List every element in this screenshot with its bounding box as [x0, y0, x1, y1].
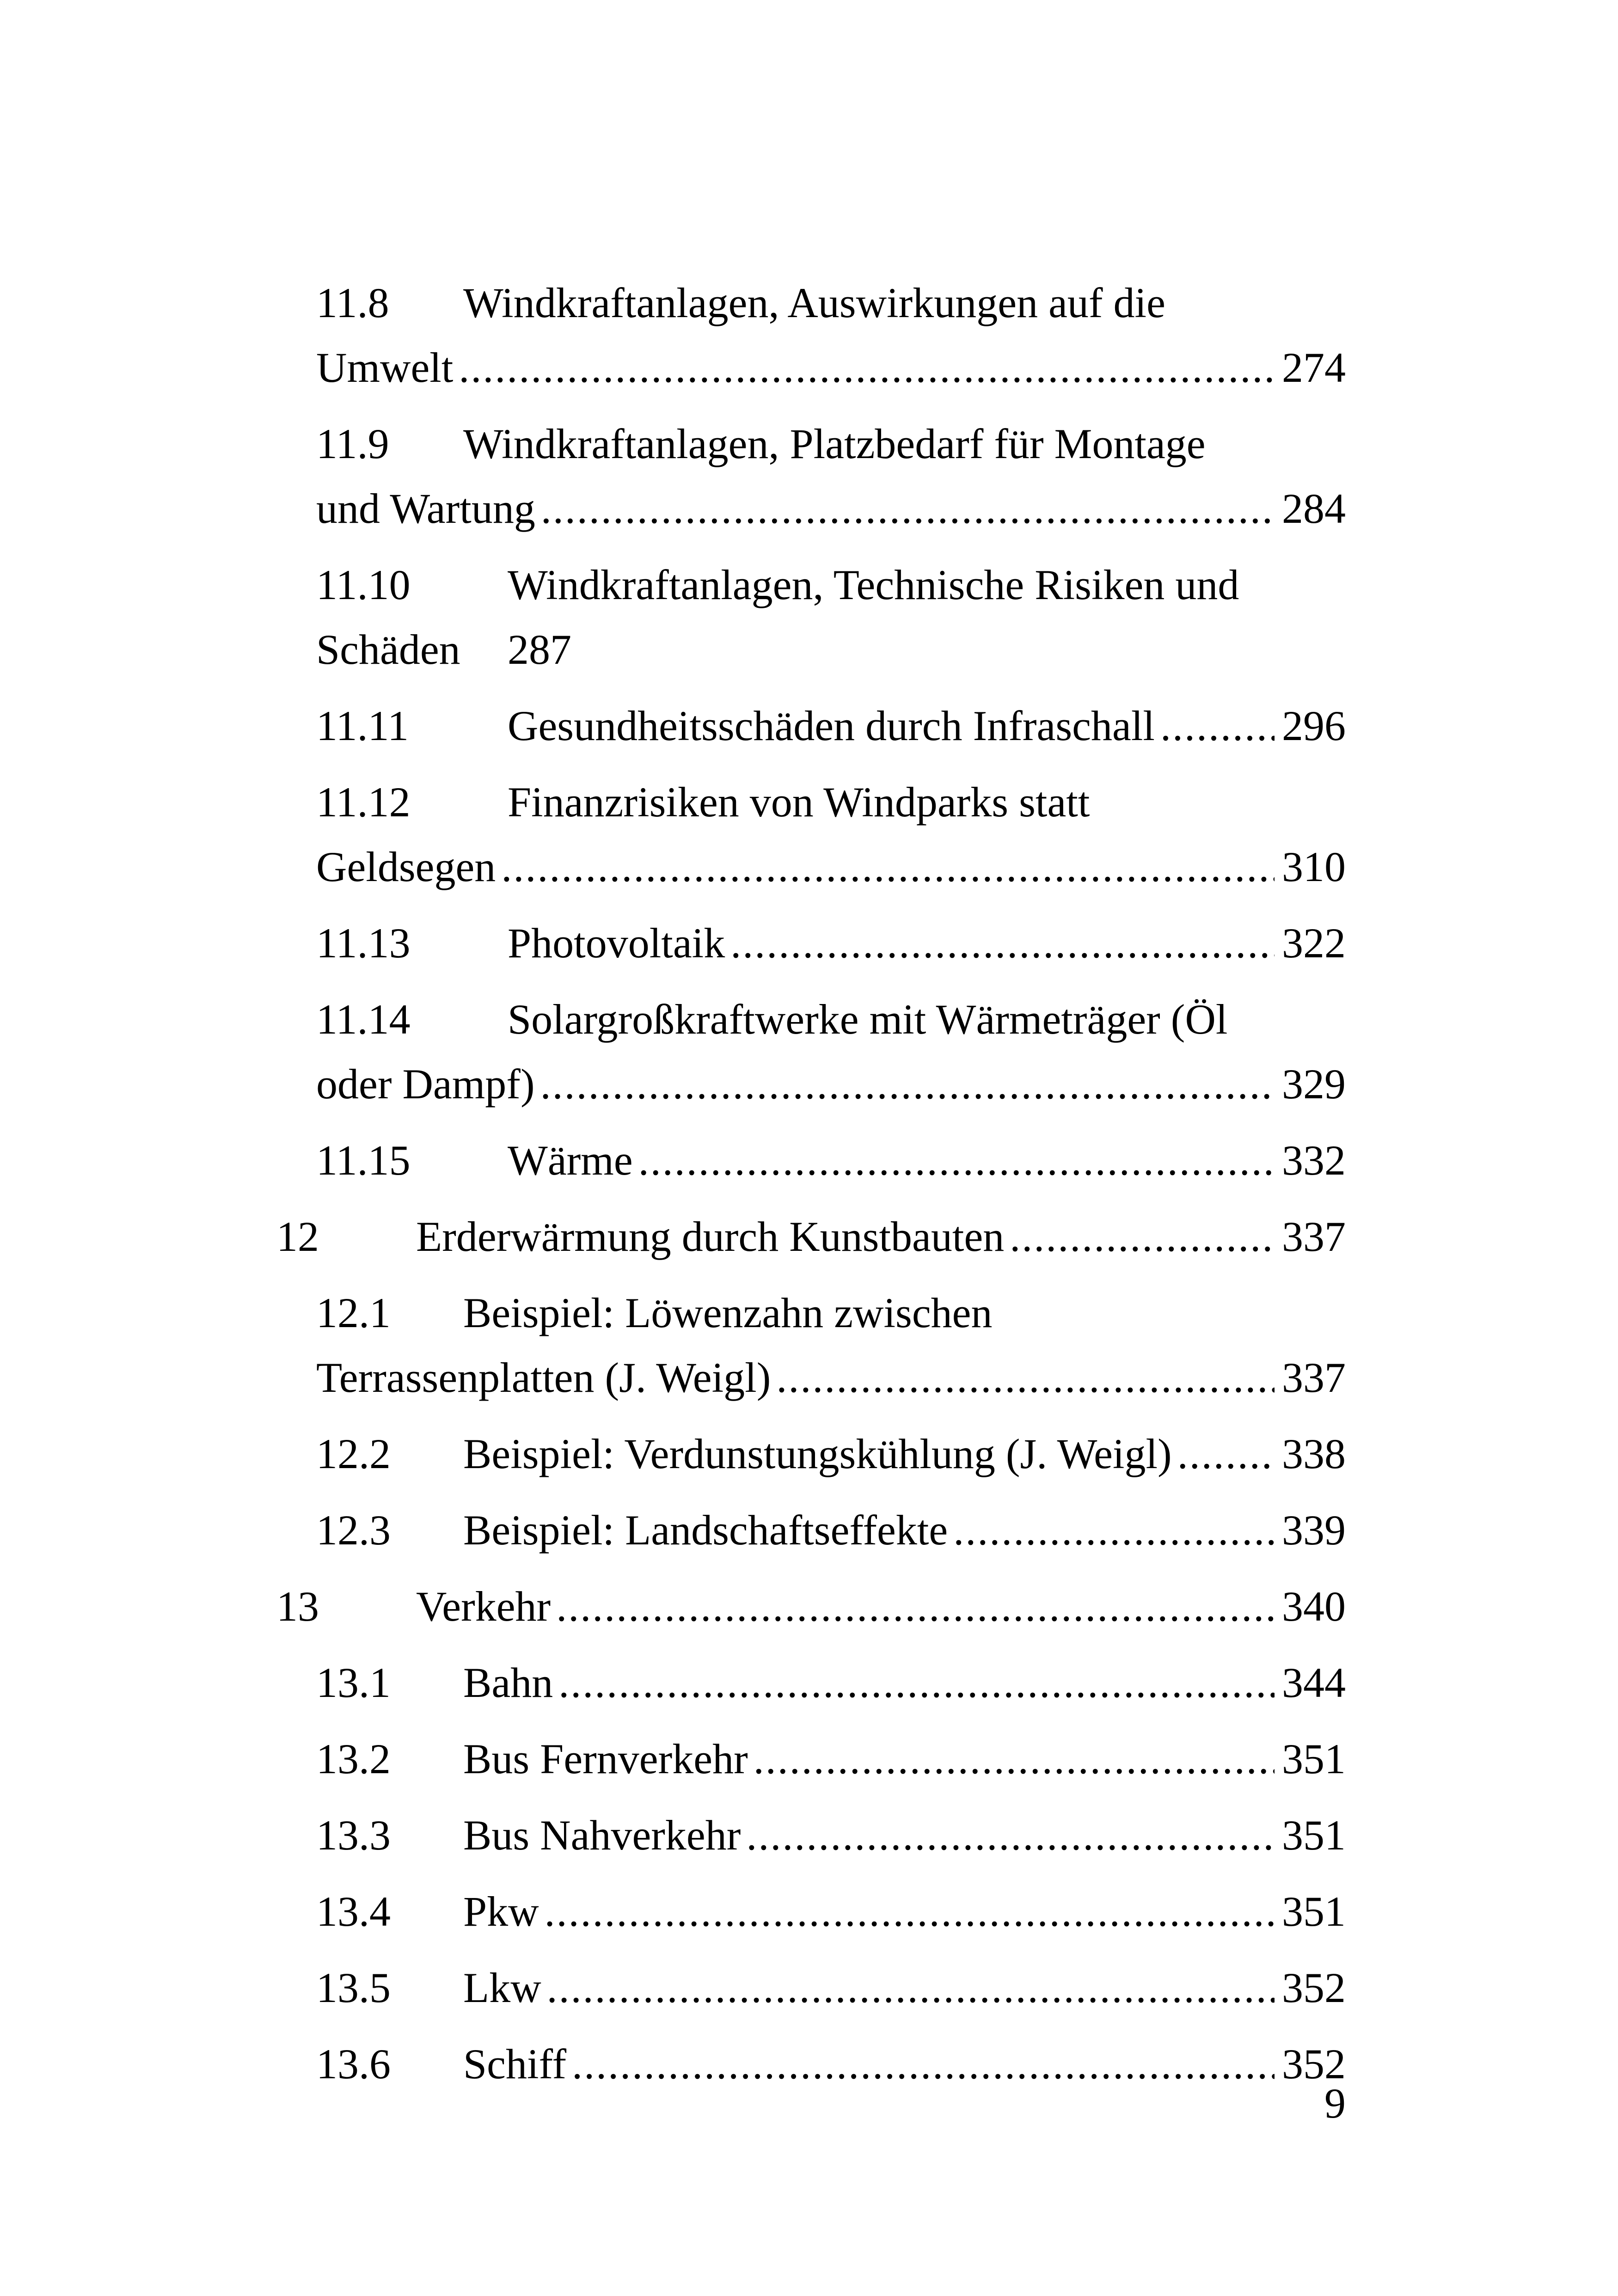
toc-line — [316, 1421, 1346, 1486]
toc-line — [316, 1955, 1346, 2020]
dot-leader — [558, 1650, 1275, 1715]
dot-leader — [459, 335, 1275, 400]
page-ref: 274 — [1282, 344, 1346, 391]
toc-line — [316, 1498, 1346, 1562]
toc-line — [316, 335, 1346, 400]
dot-leader — [1160, 693, 1275, 758]
entry-title: Wärme — [508, 1137, 633, 1184]
toc-line — [316, 1879, 1346, 1944]
page-ref: 296 — [1282, 702, 1346, 749]
toc-line — [316, 1803, 1346, 1867]
toc-entry — [316, 1879, 1346, 1944]
entry-title: oder Dampf) — [316, 1060, 535, 1108]
dot-leader — [540, 1052, 1275, 1116]
entry-number: 12.2 — [316, 1430, 391, 1477]
entry-title: Beispiel: Löwenzahn zwischen — [463, 1289, 993, 1336]
toc-line — [316, 770, 1346, 834]
toc-entry — [316, 693, 1346, 758]
toc-entry — [316, 1727, 1346, 1791]
page-ref: 351 — [1282, 1888, 1346, 1935]
page-ref: 351 — [1282, 1812, 1346, 1859]
dot-leader — [572, 2032, 1275, 2096]
dot-leader — [638, 1128, 1275, 1193]
page-ref: 339 — [1282, 1506, 1346, 1554]
toc-entry — [316, 1803, 1346, 1867]
toc-line — [316, 1280, 1346, 1345]
entry-number: 12.1 — [316, 1289, 391, 1336]
toc-line — [316, 1727, 1346, 1791]
entry-number: 11.15 — [316, 1137, 411, 1184]
toc-entry — [316, 1421, 1346, 1486]
toc-entry — [316, 770, 1346, 899]
entry-number: 11.14 — [316, 996, 411, 1043]
entry-title: und Wartung — [316, 485, 535, 532]
toc-entry — [316, 411, 1346, 541]
page-ref: 337 — [1282, 1354, 1346, 1401]
entry-title: Windkraftanlagen, Auswirkungen auf die — [463, 279, 1165, 326]
entry-title: Gesundheitsschäden durch Infraschall — [508, 702, 1155, 749]
toc-entry — [316, 987, 1346, 1116]
entry-title: Bus Fernverkehr — [463, 1735, 748, 1782]
entry-title: Beispiel: Verdunstungskühlung (J. Weigl) — [463, 1430, 1172, 1477]
entry-number: 12 — [276, 1213, 319, 1260]
dot-leader — [746, 1803, 1275, 1867]
entry-number: 13.4 — [316, 1888, 391, 1935]
dot-leader — [541, 476, 1275, 541]
entry-number: 11.8 — [316, 279, 389, 326]
entry-title: Beispiel: Landschaftseffekte — [463, 1506, 948, 1554]
entry-title: Windkraftanlagen, Technische Risiken und — [508, 561, 1239, 608]
toc-entry — [276, 1574, 1346, 1639]
toc-entry — [316, 270, 1346, 400]
dot-leader — [501, 834, 1275, 899]
entry-title: Photovoltaik — [508, 919, 725, 967]
entry-number: 13.6 — [316, 2040, 391, 2088]
toc-line — [316, 270, 1346, 335]
page-ref: 352 — [1282, 1964, 1346, 2011]
page-ref: 352 — [1282, 2040, 1346, 2088]
toc-entry — [316, 1955, 1346, 2020]
page-ref: 344 — [1282, 1659, 1346, 1706]
dot-leader — [547, 1955, 1275, 2020]
page-number: 9 — [1324, 2080, 1346, 2127]
toc-line — [316, 1345, 1346, 1410]
page-ref: 284 — [1282, 485, 1346, 532]
entry-title: Schäden — [316, 626, 460, 673]
toc-entry — [316, 1280, 1346, 1410]
toc-line — [316, 2032, 1346, 2096]
entry-title: Lkw — [463, 1964, 541, 2011]
entry-title: Bahn — [463, 1659, 553, 1706]
toc-line — [316, 987, 1346, 1052]
page-ref: 338 — [1282, 1430, 1346, 1477]
toc-entry — [316, 911, 1346, 975]
entry-number: 13.1 — [316, 1659, 391, 1706]
page-ref: 310 — [1282, 843, 1346, 890]
toc-line — [316, 1128, 1346, 1193]
entry-number: 12.3 — [316, 1506, 391, 1554]
entry-number: 11.10 — [316, 561, 411, 608]
toc-line — [316, 911, 1346, 975]
page-ref: 337 — [1282, 1213, 1346, 1260]
entry-number: 13.3 — [316, 1812, 391, 1859]
page-ref: 340 — [1282, 1583, 1346, 1630]
toc-entry — [316, 2032, 1346, 2096]
toc-entry — [316, 552, 1346, 682]
page-ref: 329 — [1282, 1060, 1346, 1108]
toc-line — [316, 693, 1346, 758]
entry-title: Terrassenplatten (J. Weigl) — [316, 1354, 771, 1401]
toc-line — [276, 1204, 1346, 1269]
entry-title: Schiff — [463, 2040, 567, 2088]
entry-number: 13.2 — [316, 1735, 391, 1782]
page-ref: 322 — [1282, 919, 1346, 967]
entry-title: Geldsegen — [316, 843, 496, 890]
entry-title: Solargroßkraftwerke mit Wärmeträger (Öl — [508, 996, 1228, 1043]
table-of-contents — [276, 270, 1346, 2108]
entry-number: 11.11 — [316, 702, 409, 749]
toc-line — [276, 1574, 1346, 1639]
toc-entry — [316, 1650, 1346, 1715]
dot-leader — [1177, 1421, 1275, 1486]
toc-line — [316, 617, 1346, 682]
dot-leader — [754, 1727, 1275, 1791]
entry-number: 11.12 — [316, 778, 411, 826]
entry-number: 11.13 — [316, 919, 411, 967]
entry-title: Pkw — [463, 1888, 539, 1935]
dot-leader — [556, 1574, 1275, 1639]
entry-title: Umwelt — [316, 344, 454, 391]
entry-title: Windkraftanlagen, Platzbedarf für Montage — [463, 420, 1206, 467]
dot-leader — [776, 1345, 1275, 1410]
dot-leader — [953, 1498, 1275, 1562]
toc-line — [316, 1052, 1346, 1116]
toc-line — [316, 552, 1346, 617]
page-ref: 287 — [508, 626, 571, 673]
dot-leader — [1010, 1204, 1275, 1269]
toc-entry — [316, 1128, 1346, 1193]
entry-title: Finanzrisiken von Windparks statt — [508, 778, 1090, 826]
toc-entry — [276, 1204, 1346, 1269]
dot-leader — [730, 911, 1275, 975]
entry-title: Verkehr — [416, 1583, 551, 1630]
toc-line — [316, 1650, 1346, 1715]
toc-entry — [316, 1498, 1346, 1562]
page-ref: 332 — [1282, 1137, 1346, 1184]
toc-line — [316, 411, 1346, 476]
dot-leader — [545, 1879, 1275, 1944]
entry-number: 13 — [276, 1583, 319, 1630]
entry-number: 13.5 — [316, 1964, 391, 2011]
entry-number: 11.9 — [316, 420, 389, 467]
toc-line — [316, 476, 1346, 541]
page-ref: 351 — [1282, 1735, 1346, 1782]
entry-title: Bus Nahverkehr — [463, 1812, 741, 1859]
toc-line — [316, 834, 1346, 899]
entry-title: Erderwärmung durch Kunstbauten — [416, 1213, 1005, 1260]
